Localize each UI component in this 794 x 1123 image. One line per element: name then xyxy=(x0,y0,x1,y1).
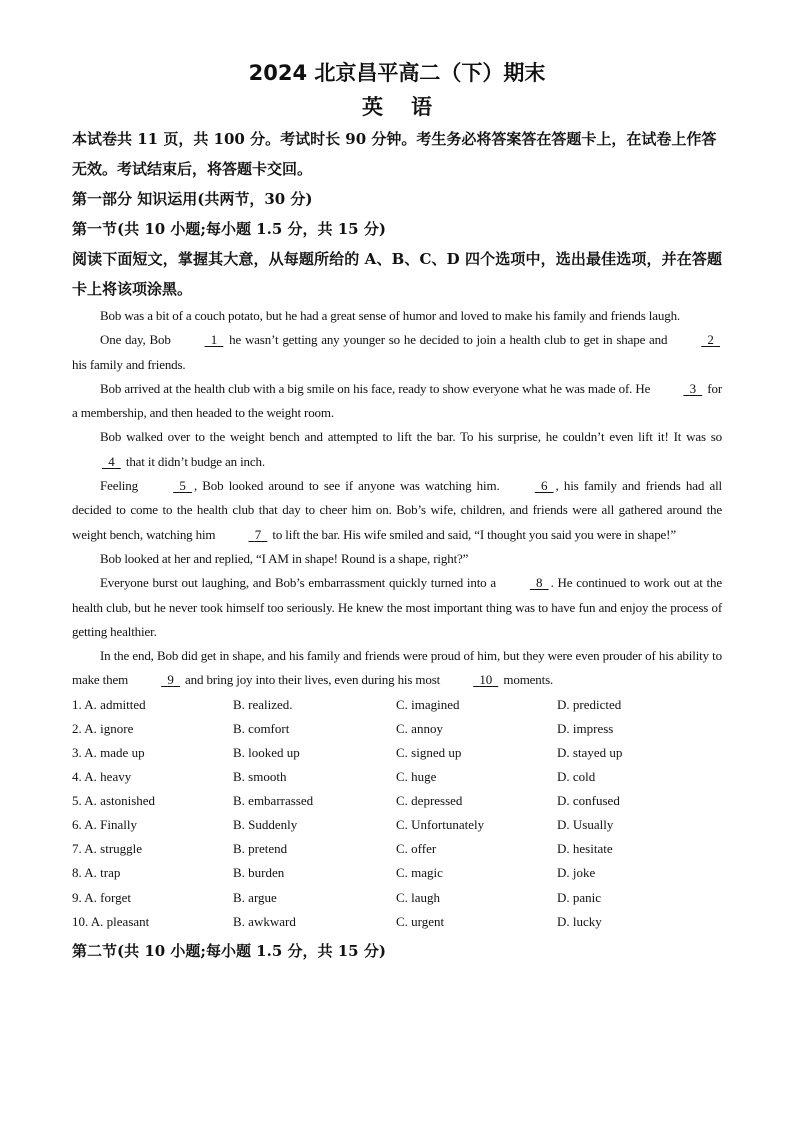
option-row xyxy=(72,717,722,741)
option-c: C. signed up xyxy=(396,744,462,760)
option-c: C. depressed xyxy=(396,793,463,809)
exam-intro: 本试卷共 11 页，共 100 分。考试时长 90 分钟。考生务必将答案答在答题卡上，在试卷上作答无效。考试结束后，将答题卡交回。 xyxy=(72,130,717,178)
answer-options xyxy=(72,693,722,934)
option-a: 4. A. heavy xyxy=(72,769,132,785)
exam-title: 2024 北京昌平高二（下）期末 xyxy=(248,61,546,85)
option-d: D. predicted xyxy=(557,696,622,712)
passage-paragraph xyxy=(72,644,722,693)
passage-text: , Bob looked around to see if anyone was watching him. xyxy=(193,478,505,494)
option-row xyxy=(72,813,722,837)
passage-paragraph xyxy=(72,377,722,426)
passage-text: Bob walked over to the weight bench and attempted to lift the bar. To his surprise, he couldn’t even lift it! It was so xyxy=(100,429,722,445)
blank-2: 2 xyxy=(707,332,714,348)
cloze-passage xyxy=(72,304,722,693)
passage-text: Feeling xyxy=(100,478,144,494)
passage-text: for a membership, and then headed to the weight room. xyxy=(72,380,723,421)
passage-text: moments. xyxy=(500,672,554,688)
option-b: B. burden xyxy=(233,865,285,881)
passage-text: that it didn’t budge an inch. xyxy=(122,453,265,469)
passage-text: One day, Bob xyxy=(100,332,175,348)
option-c: C. huge xyxy=(396,769,437,785)
option-row xyxy=(72,741,722,765)
option-d: D. panic xyxy=(557,889,602,905)
option-b: B. argue xyxy=(233,889,277,905)
option-c: C. magic xyxy=(396,865,443,881)
option-b: B. looked up xyxy=(233,744,300,760)
option-row xyxy=(72,910,722,934)
option-d: D. Usually xyxy=(557,817,614,833)
option-d: D. lucky xyxy=(557,913,602,929)
option-a: 5. A. astonished xyxy=(72,793,156,809)
option-a: 6. A. Finally xyxy=(72,817,138,833)
option-row xyxy=(72,861,722,885)
option-d: D. hesitate xyxy=(557,841,613,857)
exam-page xyxy=(72,58,722,966)
option-a: 7. A. struggle xyxy=(72,841,143,857)
option-d: D. confused xyxy=(557,793,620,809)
passage-text: to lift the bar. His wife smiled and said, “I thought you said you were in shape!” xyxy=(269,526,676,542)
passage-text: his family and friends. xyxy=(72,356,186,372)
option-a: 10. A. pleasant xyxy=(72,913,150,929)
blank-10: 10 xyxy=(479,672,493,688)
option-c: C. Unfortunately xyxy=(396,817,485,833)
option-a: 1. A. admitted xyxy=(72,696,146,712)
subject-title: 英语 xyxy=(362,95,460,119)
option-b: B. embarrassed xyxy=(233,793,314,809)
option-d: D. joke xyxy=(557,865,596,881)
option-c: C. urgent xyxy=(396,913,445,929)
section-one-heading: 第一节(共 10 小题;每小题 1.5 分，共 15 分) xyxy=(72,220,386,238)
passage-paragraph xyxy=(72,571,722,644)
option-c: C. laugh xyxy=(396,889,441,905)
option-d: D. stayed up xyxy=(557,744,623,760)
passage-text: and bring joy into their lives, even during his most xyxy=(181,672,444,688)
passage-text: , his family and friends had all decided to come to the health club that day to cheer him on. Bob’s wife, children, and friends were all gathered around the weight bench, watching him xyxy=(72,478,722,542)
blank-8: 8 xyxy=(536,575,543,591)
option-c: C. annoy xyxy=(396,720,443,736)
option-row xyxy=(72,886,722,910)
passage-text: . He continued to work out at the health club, but he never took himself too seriously. He knew the most important thing was to have fun and enjoy the process of getting healthier. xyxy=(72,575,722,639)
option-b: B. pretend xyxy=(233,841,288,857)
blank-6: 6 xyxy=(540,478,548,494)
section-two-heading: 第二节(共 10 小题;每小题 1.5 分，共 15 分) xyxy=(72,941,386,960)
option-b: B. awkward xyxy=(233,913,296,929)
passage-paragraph xyxy=(72,328,722,377)
option-row xyxy=(72,693,722,717)
option-c: C. imagined xyxy=(396,696,460,712)
option-row xyxy=(72,837,722,861)
option-row xyxy=(72,789,722,813)
blank-5: 5 xyxy=(179,478,186,494)
part-one-heading: 第一部分 知识运用(共两节，30 分) xyxy=(72,190,313,208)
option-b: B. Suddenly xyxy=(233,817,298,833)
passage-paragraph xyxy=(72,425,722,474)
section-one-instruction: 阅读下面短文，掌握其大意，从每题所给的 A、B、C、D 四个选项中，选出最佳选项，并在答题卡上将该项涂黑。 xyxy=(72,250,722,298)
option-a: 8. A. trap xyxy=(72,865,121,881)
option-row xyxy=(72,765,722,789)
blank-3: 3 xyxy=(689,380,696,396)
option-a: 2. A. ignore xyxy=(72,720,134,736)
option-d: D. cold xyxy=(557,769,596,785)
option-a: 3. A. made up xyxy=(72,744,145,760)
option-a: 9. A. forget xyxy=(72,889,131,905)
blank-9: 9 xyxy=(167,672,174,688)
blank-4: 4 xyxy=(108,453,115,469)
passage-text: In the end, Bob did get in shape, and his family and friends were proud of him, but they were even prouder of his ability to make them xyxy=(72,648,722,688)
passage-paragraph: Bob was a bit of a couch potato, but he had a great sense of humor and loved to make his family and friends laugh. xyxy=(100,308,681,323)
blank-7: 7 xyxy=(254,526,262,542)
passage-paragraph xyxy=(72,474,722,547)
passage-paragraph: Bob looked at her and replied, “I AM in shape! Round is a shape, right?” xyxy=(100,550,469,566)
blank-1: 1 xyxy=(210,332,218,348)
passage-text: Everyone burst out laughing, and Bob’s embarrassment quickly turned into a xyxy=(100,575,500,591)
option-b: B. comfort xyxy=(233,720,290,736)
option-c: C. offer xyxy=(396,841,437,857)
option-b: B. realized. xyxy=(233,696,293,712)
option-b: B. smooth xyxy=(233,769,287,785)
option-d: D. impress xyxy=(557,720,614,736)
passage-text: Bob arrived at the health club with a big smile on his face, ready to show everyone what he was made of. He xyxy=(100,380,654,396)
passage-text: he wasn’t getting any younger so he decided to join a health club to get in shape and xyxy=(225,332,672,348)
